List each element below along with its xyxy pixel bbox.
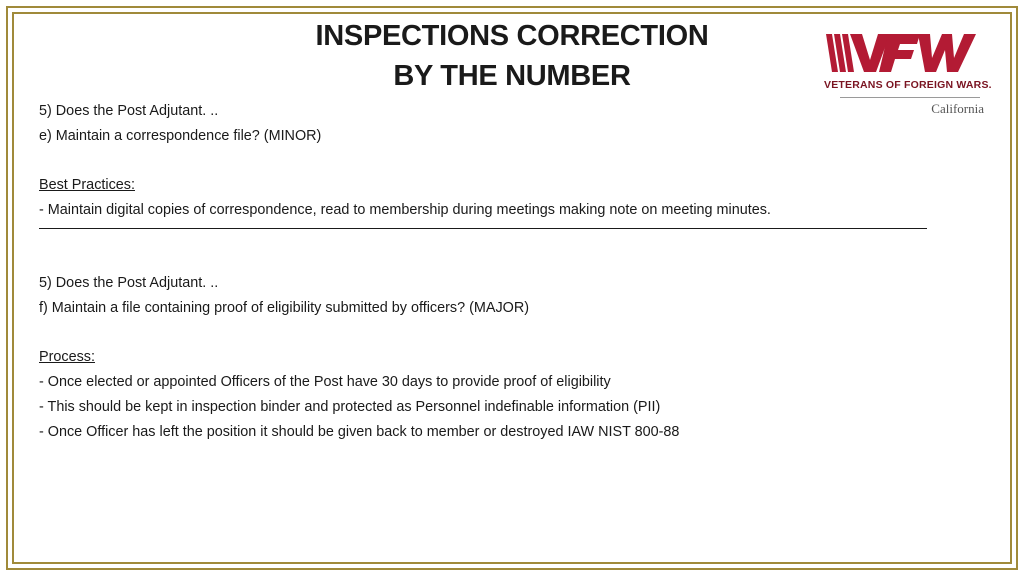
vfw-logo-mark — [824, 28, 994, 78]
section2-bullet-1: - Once elected or appointed Officers of the Post have 30 days to provide proof of eligibility — [39, 374, 611, 390]
section1-bullet-1: - Maintain digital copies of correspondence, read to membership during meetings making note on meeting minutes. — [39, 202, 771, 218]
vfw-logo-subtitle: VETERANS OF FOREIGN WARS. — [824, 79, 992, 91]
section1-item: e) Maintain a correspondence file? (MINOR) — [39, 128, 322, 144]
section2-item: f) Maintain a file containing proof of eligibility submitted by officers? (MAJOR) — [39, 300, 530, 316]
section1-heading: Best Practices: — [39, 177, 135, 193]
section2-bullet-3: - Once Officer has left the position it should be given back to member or destroyed IAW NIST 800-88 — [39, 424, 680, 440]
vfw-logo — [824, 28, 994, 123]
section2-question: 5) Does the Post Adjutant. .. — [39, 275, 219, 291]
section-divider — [39, 228, 927, 229]
slide-title-line-2: BY THE NUMBER — [393, 60, 631, 92]
section2-bullet-2: - This should be kept in inspection binder and protected as Personnel indefinable information (PII) — [39, 399, 661, 415]
section1-question: 5) Does the Post Adjutant. .. — [39, 103, 219, 119]
section2-heading: Process: — [39, 349, 95, 365]
vfw-logo-divider — [840, 97, 980, 98]
vfw-logo-state: California — [931, 101, 984, 116]
slide-title-line-1: INSPECTIONS CORRECTION — [315, 20, 709, 52]
